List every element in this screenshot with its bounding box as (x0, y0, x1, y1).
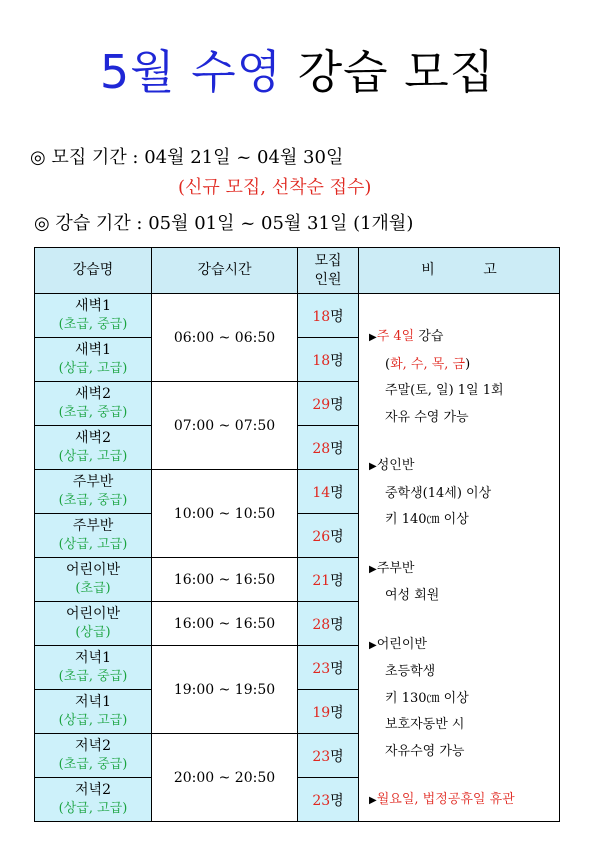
class-count: 19명 (298, 690, 359, 734)
header-remarks: 비 고 (359, 248, 560, 294)
class-count: 18명 (298, 338, 359, 382)
page-title (0, 42, 595, 102)
class-name-cell: 저녁1 (초급, 중급) (35, 646, 152, 690)
table-header-row (35, 248, 560, 294)
class-level: (초급, 중급) (58, 669, 128, 684)
class-level: (초급) (75, 581, 111, 596)
class-level: (상급, 고급) (58, 801, 128, 816)
class-name-cell: 저녁1 (상급, 고급) (35, 690, 152, 734)
class-count: 26명 (298, 514, 359, 558)
class-level: (상급, 고급) (58, 713, 128, 728)
class-name-cell: 새벽1 (초급, 중급) (35, 294, 152, 338)
header-time: 강습시간 (152, 248, 298, 294)
class-level: (상급) (75, 625, 111, 640)
remarks-cell: ▶주 4일 강습 (화, 수, 목, 금) 주말(토, 일) 1일 1회 자유 수영 가능 ▶성인반 중학생(14세) 이상 키 140㎝ 이상 ▶주부반 여성 회원 ▶어린이반 초등학생 키 130㎝ 이상 보호자동반 시 자유수영 가능 ▶월요일, 법정공휴일 휴관 (359, 294, 560, 822)
class-level: (상급, 고급) (58, 537, 128, 552)
schedule-table (34, 247, 560, 822)
class-name-cell: 새벽2 (초급, 중급) (35, 382, 152, 426)
class-level: (상급, 고급) (58, 449, 128, 464)
recruit-notice: (신규 모집, 선착순 접수) (178, 177, 372, 198)
header-name: 강습명 (35, 248, 152, 294)
class-time: 16:00 ~ 16:50 (152, 558, 298, 602)
class-level: (초급, 중급) (58, 757, 128, 772)
class-count: 21명 (298, 558, 359, 602)
class-count: 23명 (298, 646, 359, 690)
header-count: 모집 인원 (298, 248, 359, 294)
class-time: 20:00 ~ 20:50 (152, 734, 298, 822)
class-period: ◎ 강습 기간 : 05월 01일 ~ 05월 31일 (1개월) (34, 213, 414, 234)
class-name-cell: 어린이반 (초급) (35, 558, 152, 602)
class-time: 07:00 ~ 07:50 (152, 382, 298, 470)
class-count: 23명 (298, 734, 359, 778)
class-name-cell: 저녁2 (초급, 중급) (35, 734, 152, 778)
class-name-cell: 새벽1 (상급, 고급) (35, 338, 152, 382)
class-count: 28명 (298, 426, 359, 470)
class-time: 06:00 ~ 06:50 (152, 294, 298, 382)
class-time: 10:00 ~ 10:50 (152, 470, 298, 558)
class-name-cell: 어린이반 (상급) (35, 602, 152, 646)
class-count: 29명 (298, 382, 359, 426)
class-name-cell: 새벽2 (상급, 고급) (35, 426, 152, 470)
class-level: (초급, 중급) (58, 317, 128, 332)
class-time: 16:00 ~ 16:50 (152, 602, 298, 646)
title-highlight: 5월 수영 (99, 45, 283, 99)
class-time: 19:00 ~ 19:50 (152, 646, 298, 734)
class-level: (초급, 중급) (58, 405, 128, 420)
class-count: 28명 (298, 602, 359, 646)
recruit-period: ◎ 모집 기간 : 04월 21일 ~ 04월 30일 (30, 147, 344, 168)
class-count: 23명 (298, 778, 359, 822)
class-name-cell: 저녁2 (상급, 고급) (35, 778, 152, 822)
table-row (35, 294, 560, 338)
class-count: 14명 (298, 470, 359, 514)
class-name-cell: 주부반 (초급, 중급) (35, 470, 152, 514)
class-name-cell: 주부반 (상급, 고급) (35, 514, 152, 558)
class-level: (상급, 고급) (58, 361, 128, 376)
class-level: (초급, 중급) (58, 493, 128, 508)
class-count: 18명 (298, 294, 359, 338)
title-main: 강습 모집 (297, 45, 496, 99)
